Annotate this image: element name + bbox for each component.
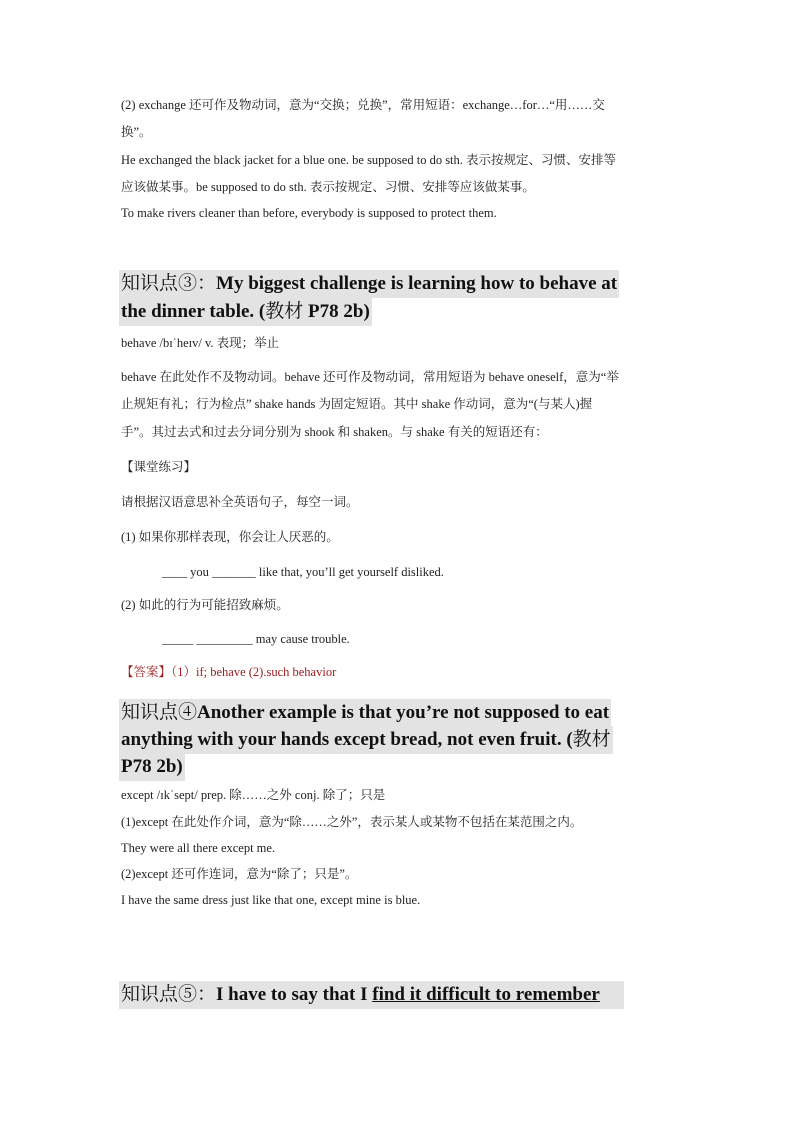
- kp3-title-2b: P78 2b): [303, 301, 370, 322]
- kp5-heading: [119, 981, 624, 1009]
- kp3-vocab: behave /bɪˈheɪv/ v. 表现；举止: [121, 336, 280, 350]
- kp4-heading: [119, 699, 611, 727]
- answer-label: 【答案】: [121, 665, 172, 679]
- kp5-title-underlined: find it difficult to remember: [372, 984, 600, 1005]
- kp4-title-2a: anything with your hands except bread, not even fruit. (: [121, 729, 573, 750]
- kp4-title-2-cn: 教材: [572, 729, 611, 750]
- practice-instruction: 请根据汉语意思补全英语句子，每空一词。: [121, 495, 359, 509]
- practice-title: 【课堂练习】: [121, 460, 197, 474]
- kp4-heading-3: [119, 753, 185, 781]
- question-2-en: _____ _________ may cause trouble.: [162, 632, 350, 646]
- question-1-en: ____ you _______ like that, you’ll get yourself disliked.: [162, 565, 444, 579]
- kp3-heading: [119, 270, 619, 298]
- intro-line-2: 换”。: [121, 125, 152, 139]
- kp4-example-1: They were all there except me.: [121, 841, 276, 855]
- answer: [121, 664, 336, 680]
- kp3-expl-2: 止规矩有礼；行为检点” shake hands 为固定短语。其中 shake 作动词，意为“(与某人)握: [121, 397, 593, 411]
- kp4-prefix: 知识点④: [121, 702, 198, 723]
- kp3-prefix: 知识点③：: [121, 273, 217, 294]
- kp3-title-2a: the dinner table. (: [121, 301, 266, 322]
- kp4-expl-1: (1)except 在此处作介词，意为“除……之外”，表示某人或某物不包括在某范围之内。: [121, 815, 583, 829]
- intro-line-3: He exchanged the black jacket for a blue one. be supposed to do sth. 表示按规定、习惯、安排等: [121, 153, 617, 167]
- kp3-title-2-cn: 教材: [265, 301, 304, 322]
- kp5-prefix: 知识点⑤：: [121, 984, 217, 1005]
- kp4-vocab: except /ɪkˈsept/ prep. 除……之外 conj. 除了；只是: [121, 788, 386, 802]
- kp3-heading-2: [119, 298, 372, 326]
- intro-line-5: To make rivers cleaner than before, everybody is supposed to protect them.: [121, 206, 497, 220]
- answer-text: （1）if; behave (2).such behavior: [171, 665, 337, 679]
- kp5-title-a: I have to say that I: [216, 984, 373, 1005]
- kp4-example-2: I have the same dress just like that one, except mine is blue.: [121, 893, 421, 907]
- kp3-expl-3: 手”。其过去式和过去分词分别为 shook 和 shaken。与 shake 有关的短语还有：: [121, 425, 548, 439]
- kp4-title-3: P78 2b): [121, 756, 183, 777]
- kp3-expl-1: behave 在此处作不及物动词。behave 还可作及物动词，常用短语为 behave oneself，意为“举: [121, 370, 619, 384]
- question-2-cn: (2) 如此的行为可能招致麻烦。: [121, 598, 289, 612]
- question-1-cn: (1) 如果你那样表现，你会让人厌恶的。: [121, 530, 339, 544]
- intro-line-1: (2) exchange 还可作及物动词，意为“交换；兑换”，常用短语：exchange…for…“用……交: [121, 98, 605, 112]
- intro-line-4: 应该做某事。be supposed to do sth. 表示按规定、习惯、安排等应该做某事。: [121, 180, 535, 194]
- kp3-title-1: My biggest challenge is learning how to behave at: [216, 273, 618, 294]
- kp4-heading-2: [119, 726, 613, 754]
- kp4-expl-2: (2)except 还可作连词，意为“除了；只是”。: [121, 867, 358, 881]
- kp4-title-1: Another example is that you’re not supposed to eat: [197, 702, 610, 723]
